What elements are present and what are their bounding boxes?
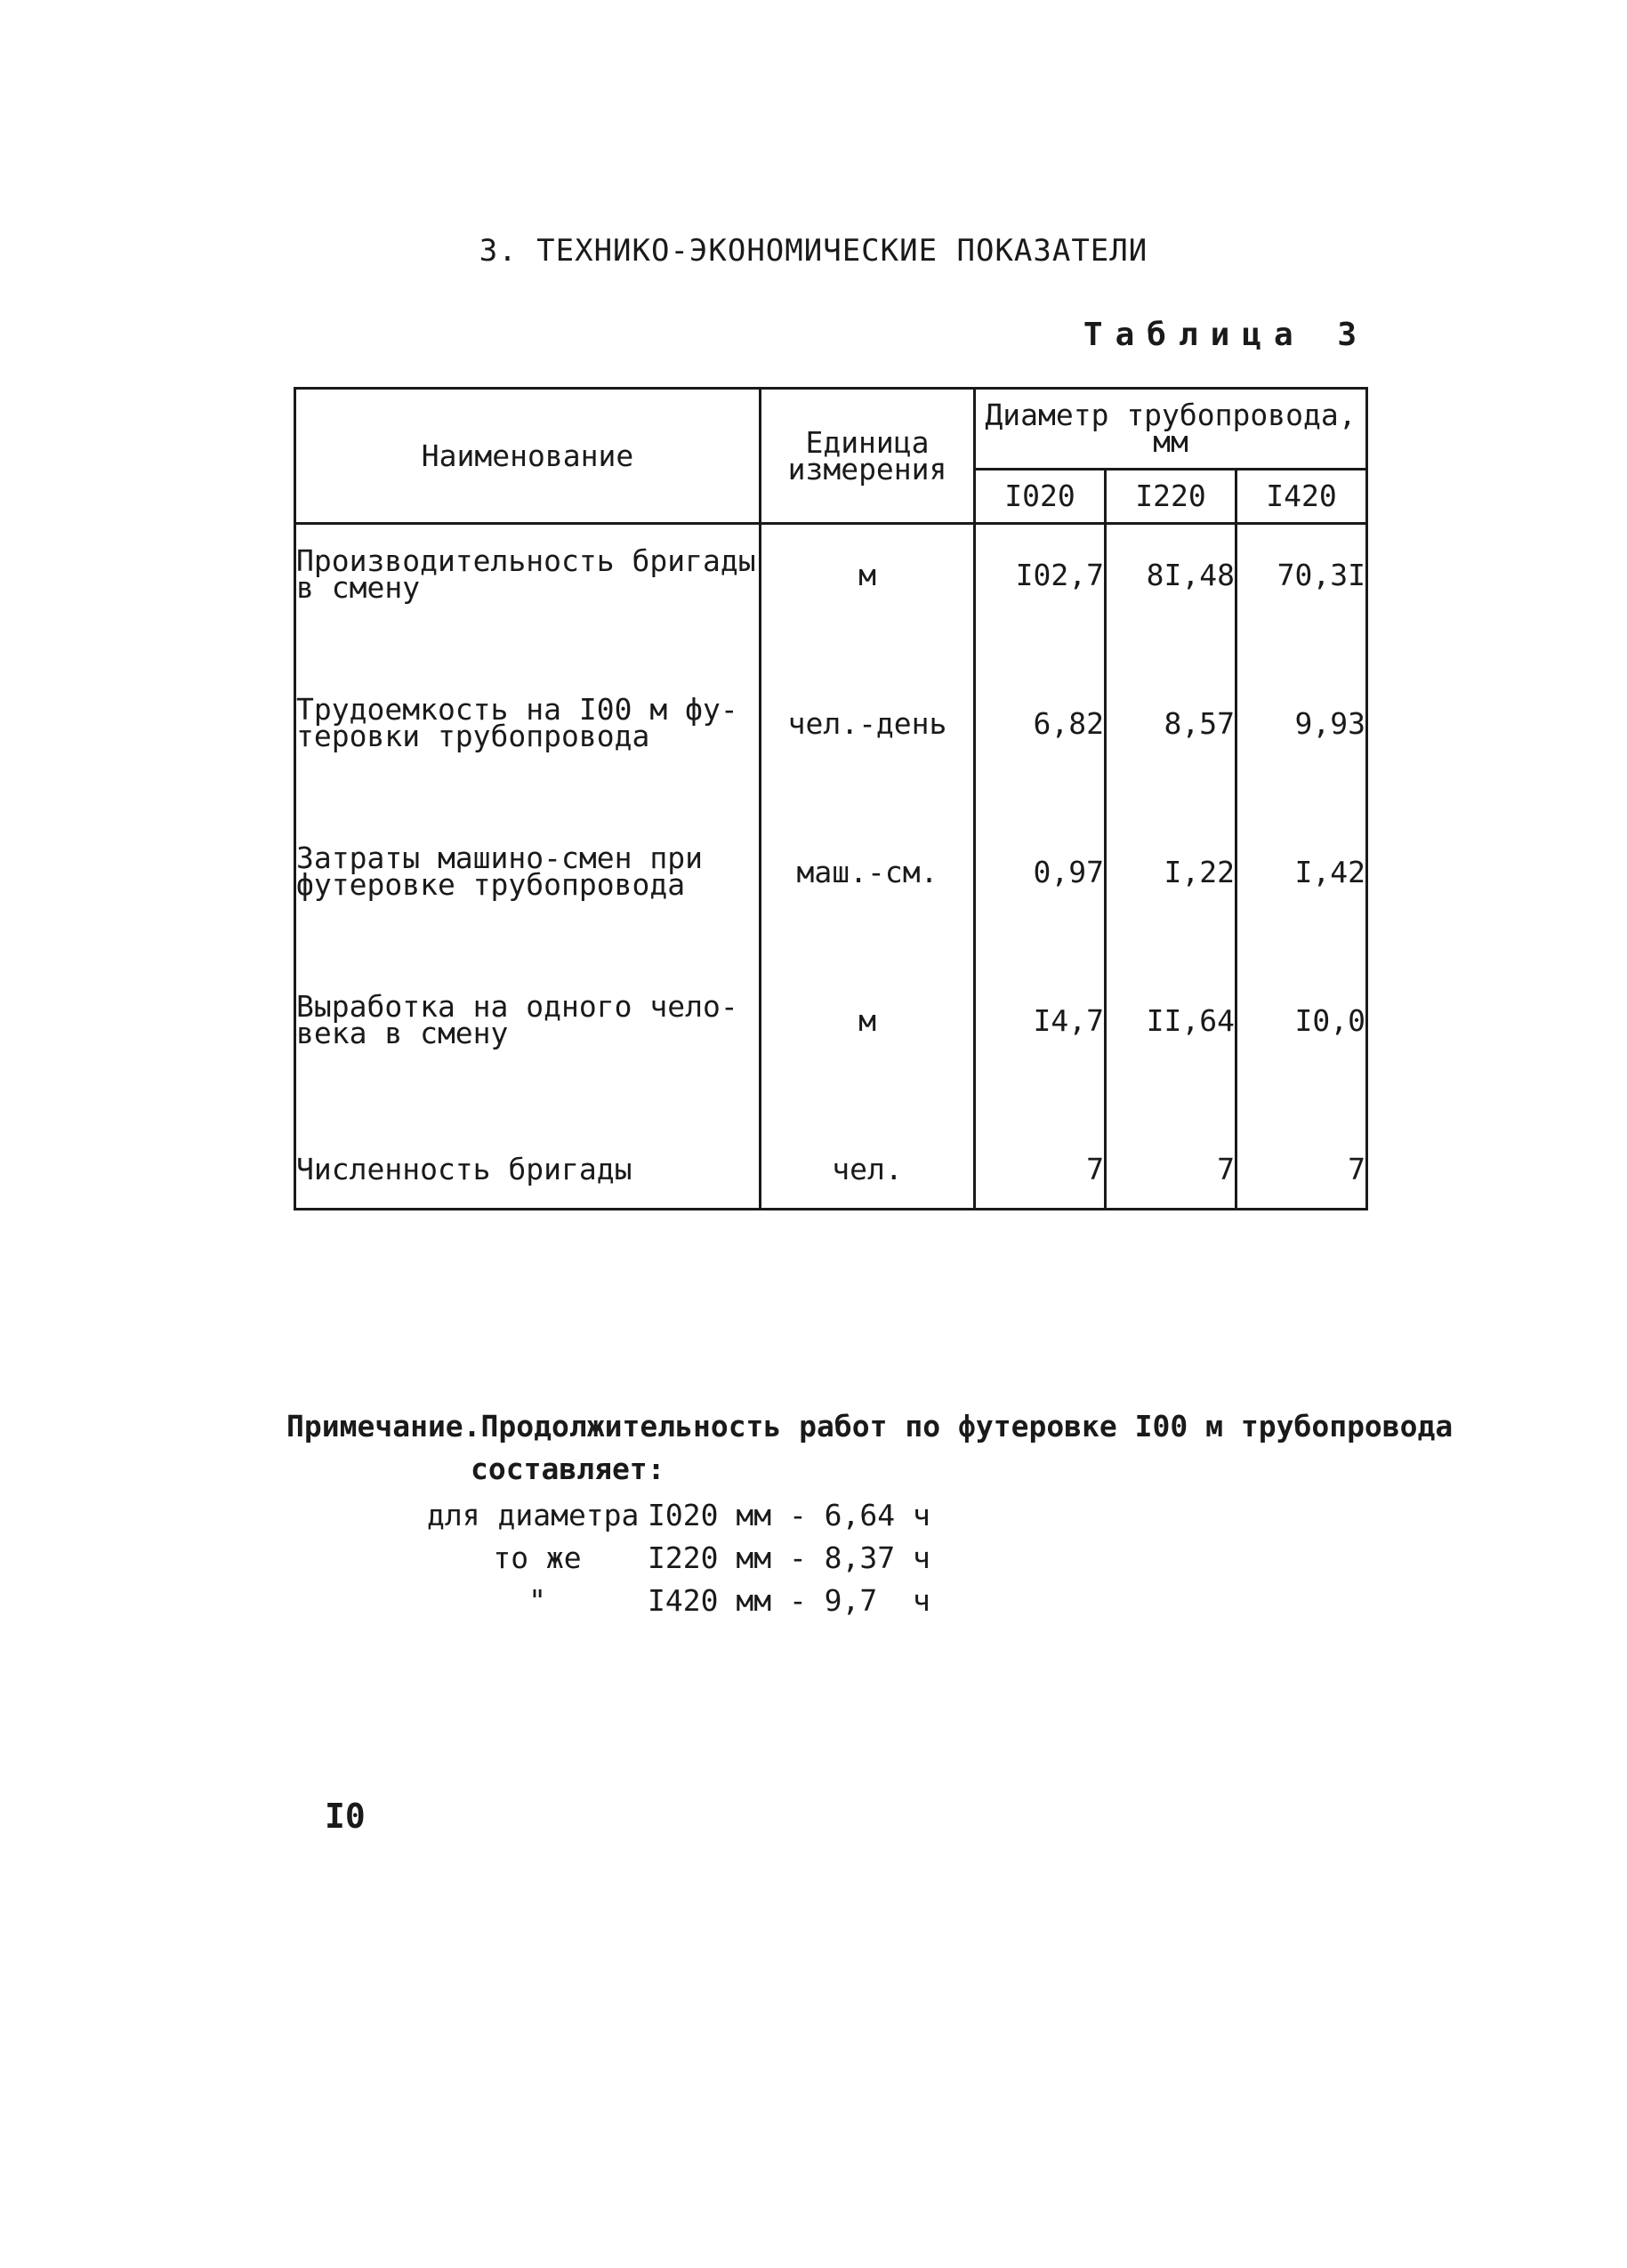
row-value-1020: 0,97 (1033, 855, 1104, 889)
row-value-1420: I0,0 (1294, 1003, 1365, 1038)
row-value-1420: 7 (1348, 1152, 1365, 1186)
table-row (295, 822, 1367, 970)
row-value-1220: I,22 (1164, 855, 1235, 889)
note-line-1 (286, 1405, 1453, 1448)
row-unit: маш.-см. (796, 855, 938, 889)
row-unit: м (858, 1003, 876, 1038)
row-value-1220: 8I,48 (1146, 558, 1235, 592)
row-value-1420: 9,93 (1294, 706, 1365, 741)
row-name: Численность бригады (296, 1152, 632, 1186)
row-name: Выработка на одного человека в смену (296, 989, 738, 1050)
row-value-1220: 8,57 (1164, 706, 1235, 741)
header-name: Наименование (295, 389, 761, 524)
row-value-1020: 7 (1086, 1152, 1104, 1186)
row-unit: м (858, 558, 876, 592)
row-value-1020: I02,7 (1015, 558, 1104, 592)
note-text: Продолжительность работ по футеровке I00 м трубопровода (480, 1409, 1454, 1444)
note-line-2: составляет: (471, 1452, 665, 1486)
row-value-1020: 6,82 (1033, 706, 1104, 741)
note-label: Примечание. (286, 1409, 481, 1444)
page-number: I0 (325, 1797, 366, 1836)
note-item: " I420 мм - 9,7 ч (427, 1580, 648, 1622)
row-value-1220: II,64 (1146, 1003, 1235, 1038)
header-unit: Единица измерения (761, 389, 975, 524)
header-diameter-1420: I420 (1236, 470, 1366, 524)
table-row (295, 524, 1367, 674)
note-item: то же I220 мм - 8,37 ч (427, 1537, 648, 1580)
section-title: 3. ТЕХНИКО-ЭКОНОМИЧЕСКИЕ ПОКАЗАТЕЛИ (479, 233, 1148, 269)
header-diameter: Диаметр трубопровода, мм (975, 389, 1367, 470)
note (286, 1405, 1453, 1491)
row-value-1220: 7 (1217, 1152, 1235, 1186)
note-item-prefix: для диаметра (427, 1498, 640, 1532)
table-row (295, 673, 1367, 822)
row-value-1420: 70,3I (1277, 558, 1365, 592)
row-unit: чел. (832, 1152, 903, 1186)
row-value-1420: I,42 (1294, 855, 1365, 889)
note-item-prefix: " (528, 1583, 546, 1618)
note-item-prefix: то же (493, 1540, 582, 1575)
row-value-1020: I4,7 (1033, 1003, 1104, 1038)
header-diameter-1220: I220 (1105, 470, 1236, 524)
table-row (295, 970, 1367, 1119)
note-item: для диаметра I020 мм - 6,64 ч (427, 1494, 648, 1537)
row-name: Трудоемкость на I00 м футеровки трубопровода (296, 692, 738, 753)
row-unit: чел.-день (787, 706, 947, 741)
table-caption: Таблица 3 (1083, 317, 1369, 353)
header-diameter-1020: I020 (975, 470, 1106, 524)
table-row (295, 1119, 1367, 1210)
row-name: Производительность бригады в смену (296, 543, 756, 605)
row-name: Затраты машино-смен при футеровке трубопровода (296, 840, 703, 902)
note-items (427, 1494, 930, 1622)
indicators-table (294, 387, 1368, 1210)
